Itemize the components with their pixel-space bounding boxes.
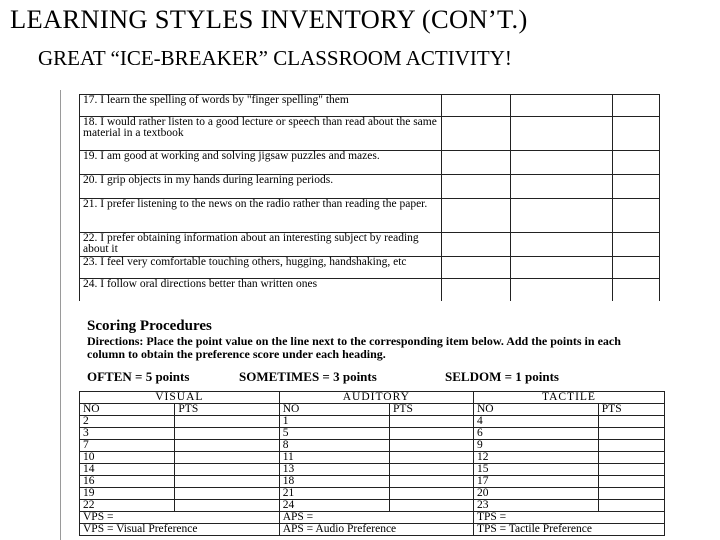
item-number: 20 xyxy=(473,488,598,500)
item-text: 21. I prefer listening to the news on the radio rather than reading the paper. xyxy=(80,199,442,233)
table-header-row xyxy=(80,392,665,404)
item-number: 11 xyxy=(279,452,389,464)
table-row xyxy=(80,233,660,257)
item-number: 1 xyxy=(279,416,389,428)
slide-title: LEARNING STYLES INVENTORY (CON’T.) xyxy=(10,4,528,34)
table-row xyxy=(80,416,665,428)
table-row xyxy=(80,476,665,488)
item-text: 20. I grip objects in my hands during learning periods. xyxy=(80,175,442,199)
item-number: 14 xyxy=(80,464,175,476)
table-row xyxy=(80,257,660,279)
item-number: 23 xyxy=(473,500,598,512)
table-row xyxy=(80,199,660,233)
tactile-legend: TPS = Tactile Preference xyxy=(473,524,664,536)
item-number: 18 xyxy=(279,476,389,488)
table-row xyxy=(80,117,660,151)
column-label: PTS xyxy=(175,404,279,416)
column-label: NO xyxy=(473,404,598,416)
item-number: 22 xyxy=(80,500,175,512)
table-row xyxy=(80,151,660,175)
table-legend-row xyxy=(80,524,665,536)
table-row xyxy=(80,428,665,440)
item-number: 24 xyxy=(279,500,389,512)
item-number: 7 xyxy=(80,440,175,452)
item-number: 16 xyxy=(80,476,175,488)
item-number: 3 xyxy=(80,428,175,440)
item-number: 21 xyxy=(279,488,389,500)
visual-legend: VPS = Visual Preference xyxy=(80,524,280,536)
item-number: 4 xyxy=(473,416,598,428)
item-text: 24. I follow oral directions better than written ones xyxy=(80,279,442,301)
visual-total: VPS = xyxy=(80,512,280,524)
item-number: 13 xyxy=(279,464,389,476)
item-text: 18. I would rather listen to a good lecture or speech than read about the same material in a textbook xyxy=(80,117,442,151)
visual-heading: VISUAL xyxy=(80,392,280,404)
item-number: 19 xyxy=(80,488,175,500)
item-number: 15 xyxy=(473,464,598,476)
column-label: PTS xyxy=(598,404,664,416)
item-number: 8 xyxy=(279,440,389,452)
item-number: 12 xyxy=(473,452,598,464)
scoring-table xyxy=(79,391,665,536)
table-total-row xyxy=(80,512,665,524)
item-text: 23. I feel very comfortable touching others, hugging, handshaking, etc xyxy=(80,257,442,279)
item-number: 10 xyxy=(80,452,175,464)
tactile-total: TPS = xyxy=(473,512,664,524)
auditory-legend: APS = Audio Preference xyxy=(279,524,473,536)
table-row xyxy=(80,500,665,512)
table-row xyxy=(80,279,660,301)
point-value-sometimes: SOMETIMES = 3 points xyxy=(239,369,377,384)
item-text: 19. I am good at working and solving jigsaw puzzles and mazes. xyxy=(80,151,442,175)
item-number: 2 xyxy=(80,416,175,428)
inventory-worksheet-image xyxy=(61,90,665,540)
scoring-directions: Directions: Place the point value on the line next to the corresponding item below. Add the points in each column to obtain the preference score under each heading. xyxy=(87,334,621,361)
auditory-total: APS = xyxy=(279,512,473,524)
auditory-heading: AUDITORY xyxy=(279,392,473,404)
table-row xyxy=(80,95,660,117)
item-text: 22. I prefer obtaining information about an interesting subject by reading about it xyxy=(80,233,442,257)
item-number: 5 xyxy=(279,428,389,440)
table-row xyxy=(80,440,665,452)
tactile-heading: TACTILE xyxy=(473,392,664,404)
point-value-seldom: SELDOM = 1 points xyxy=(445,369,559,384)
table-subheader-row xyxy=(80,404,665,416)
column-label: PTS xyxy=(390,404,474,416)
item-text: 17. I learn the spelling of words by "finger spelling" them xyxy=(80,95,442,117)
slide-subtitle: GREAT “ICE-BREAKER” CLASSROOM ACTIVITY! xyxy=(38,46,512,70)
point-value-often: OFTEN = 5 points xyxy=(87,369,190,384)
table-row xyxy=(80,488,665,500)
column-label: NO xyxy=(279,404,389,416)
scoring-heading: Scoring Procedures xyxy=(87,318,212,334)
inventory-items-table xyxy=(79,94,660,301)
table-row xyxy=(80,452,665,464)
column-label: NO xyxy=(80,404,175,416)
item-number: 17 xyxy=(473,476,598,488)
table-row xyxy=(80,175,660,199)
item-number: 6 xyxy=(473,428,598,440)
item-number: 9 xyxy=(473,440,598,452)
table-row xyxy=(80,464,665,476)
